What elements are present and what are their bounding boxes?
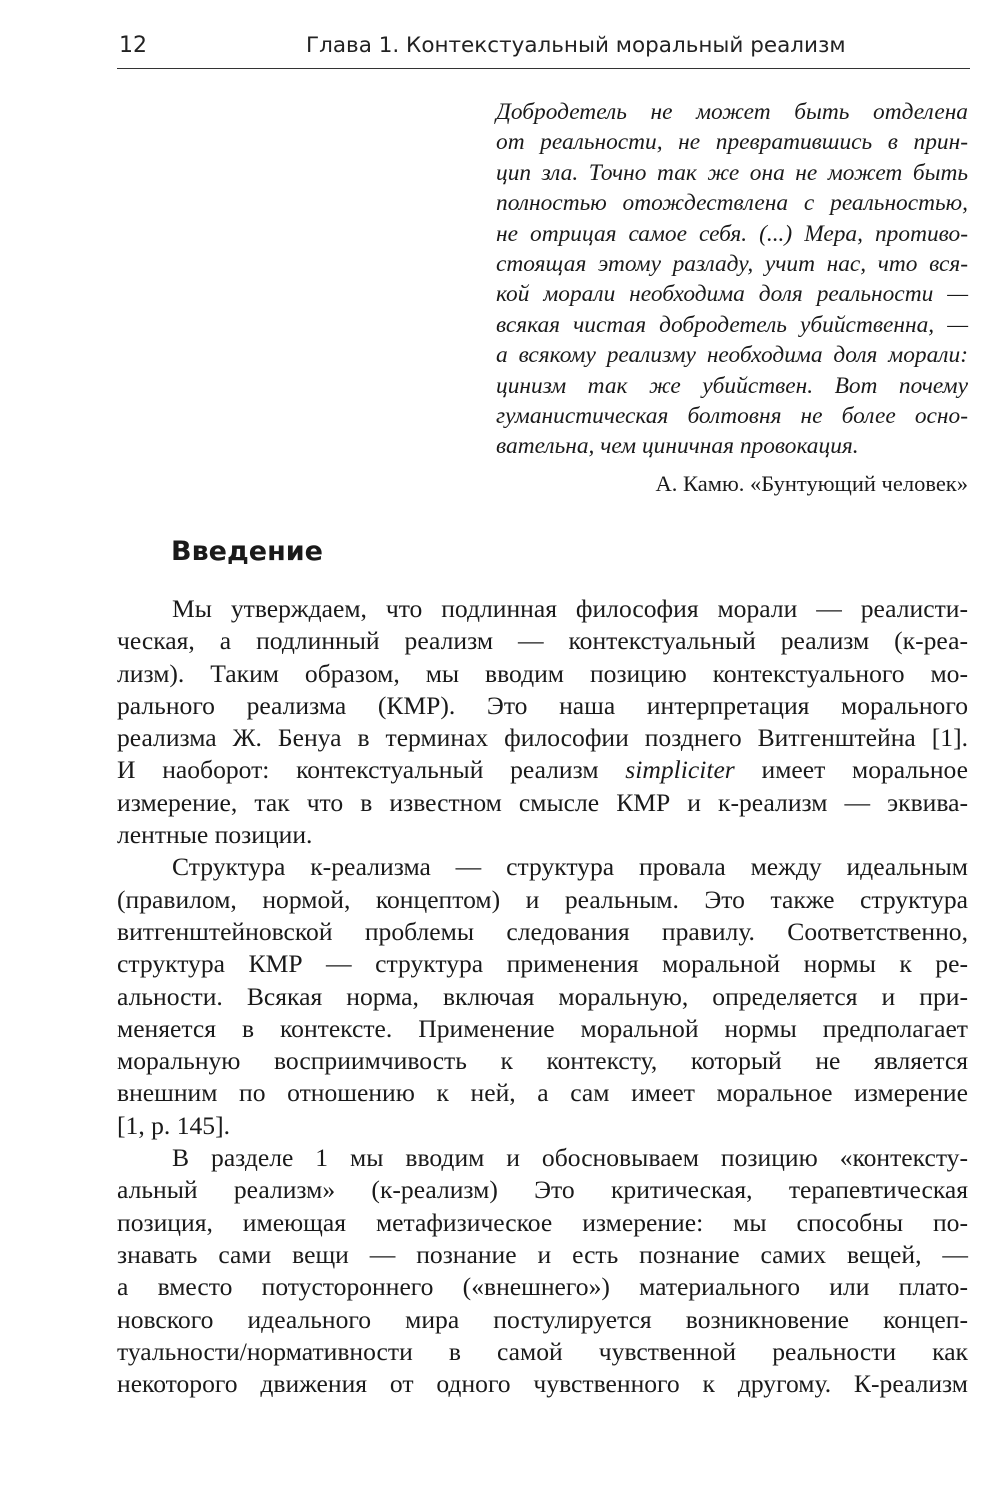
text-line — [117, 1336, 968, 1368]
text-run: новского идеального мира постулируется возникновение концеп- — [117, 1304, 968, 1334]
chapter-title: Глава 1. Контекстуальный моральный реализм — [306, 33, 846, 58]
epigraph — [496, 97, 968, 498]
paragraph — [117, 1142, 968, 1400]
header-rule — [117, 68, 970, 69]
italic-term: simpliciter — [625, 755, 735, 785]
epigraph-line: кой морали необходима доля реальности — — [496, 281, 968, 308]
text-line — [117, 722, 968, 754]
text-line — [117, 658, 968, 690]
text-line — [117, 1110, 968, 1142]
text-line — [117, 1271, 968, 1303]
epigraph-line: стоящая этому разладу, учит нас, что вся- — [496, 251, 968, 278]
text-line — [117, 787, 968, 819]
text-run: имеет моральное — [734, 755, 968, 785]
text-run: (правилом, нормой, концептом) и реальным. Это также структура — [117, 884, 968, 914]
text-line — [117, 1142, 968, 1174]
text-line — [117, 754, 968, 786]
paragraph — [117, 851, 968, 1142]
text-run: И наоборот: контекстуальный реализм — [117, 755, 626, 785]
text-run: знавать сами вещи — познание и есть познание самих вещей, — — [117, 1239, 968, 1269]
paragraph — [117, 593, 968, 851]
text-run: измерение, так что в известном смысле КМР и к-реализм — эквива- — [117, 787, 968, 817]
text-run: альности. Всякая норма, включая моральную, определяется и при- — [117, 981, 968, 1011]
text-run: позиция, имеющая метафизическое измерение: мы способны по- — [117, 1207, 968, 1237]
epigraph-line: полностью отождествлена с реальностью, — [496, 190, 968, 217]
text-line — [117, 593, 968, 625]
epigraph-line: гуманистическая болтовня не более осно- — [496, 403, 968, 430]
text-run: В разделе 1 мы вводим и обосновываем позицию «контексту- — [172, 1143, 968, 1173]
text-run: а вместо потустороннего («внешнего») материального или плато- — [117, 1272, 968, 1302]
section-heading: Введение — [171, 536, 323, 567]
text-run: ческая, а подлинный реализм — контекстуальный реализм (к-реа- — [117, 626, 968, 656]
text-run: структура КМР — структура применения моральной нормы к ре- — [117, 949, 968, 979]
text-line — [117, 1045, 968, 1077]
text-run: рального реализма (КМР). Это наша интерпретация морального — [117, 690, 968, 720]
text-line — [117, 690, 968, 722]
text-run: лентные позиции. — [117, 820, 313, 850]
text-line — [117, 1077, 968, 1109]
text-run: [1, p. 145]. — [117, 1110, 231, 1140]
text-run: моральную восприимчивость к контексту, который не является — [117, 1046, 968, 1076]
text-run: витгенштейновской проблемы следования правилу. Соответственно, — [117, 916, 968, 946]
epigraph-line: от реальности, не превратившись в прин- — [496, 129, 968, 156]
text-line — [117, 1239, 968, 1271]
text-line — [117, 1013, 968, 1045]
text-run: Мы утверждаем, что подлинная философия морали — реалисти- — [172, 594, 968, 623]
epigraph-line: не отрицая самое себя. (...) Мера, противо- — [496, 220, 968, 247]
text-line — [117, 884, 968, 916]
epigraph-line: а всякому реализму необходима доля морали: — [496, 342, 968, 369]
text-run: некоторого движения от одного чувственного к другому. К-реализм — [117, 1369, 968, 1399]
epigraph-source: А. Камю. «Бунтующий человек» — [655, 470, 968, 496]
epigraph-line: цип зла. Точно так же она не может быть — [496, 159, 968, 186]
text-line — [117, 1368, 968, 1400]
text-run: меняется в контексте. Применение моральной нормы предполагает — [117, 1013, 968, 1043]
text-line — [117, 981, 968, 1013]
text-run: Структура к-реализма — структура провала между идеальным — [172, 852, 968, 882]
page-number: 12 — [119, 33, 147, 58]
running-header — [117, 30, 970, 70]
text-line — [117, 819, 968, 851]
text-run: туальности/нормативности в самой чувственной реальности как — [117, 1336, 968, 1366]
epigraph-line: цинизм так же убийствен. Вот почему — [496, 372, 968, 399]
epigraph-line: вательна, чем циничная провокация. — [496, 433, 859, 460]
text-run: альный реализм» (к-реализм) Это критическая, терапевтическая — [117, 1175, 968, 1205]
body-text — [117, 593, 968, 1400]
epigraph-quote — [496, 97, 968, 462]
text-line — [117, 1207, 968, 1239]
text-run: лизм). Таким образом, мы вводим позицию контекстуального мо- — [117, 658, 968, 688]
text-line — [117, 1304, 968, 1336]
text-run: внешним по отношению к ней, а сам имеет моральное измерение — [117, 1078, 968, 1108]
text-line — [117, 916, 968, 948]
text-line — [117, 1174, 968, 1206]
text-line — [117, 948, 968, 980]
text-line — [117, 851, 968, 883]
epigraph-line: Добродетель не может быть отделена — [496, 99, 968, 125]
text-run: реализма Ж. Бенуа в терминах философии позднего Витгенштейна [1]. — [117, 723, 968, 753]
text-line — [117, 625, 968, 657]
epigraph-line: всякая чистая добродетель убийственна, — — [496, 311, 968, 338]
